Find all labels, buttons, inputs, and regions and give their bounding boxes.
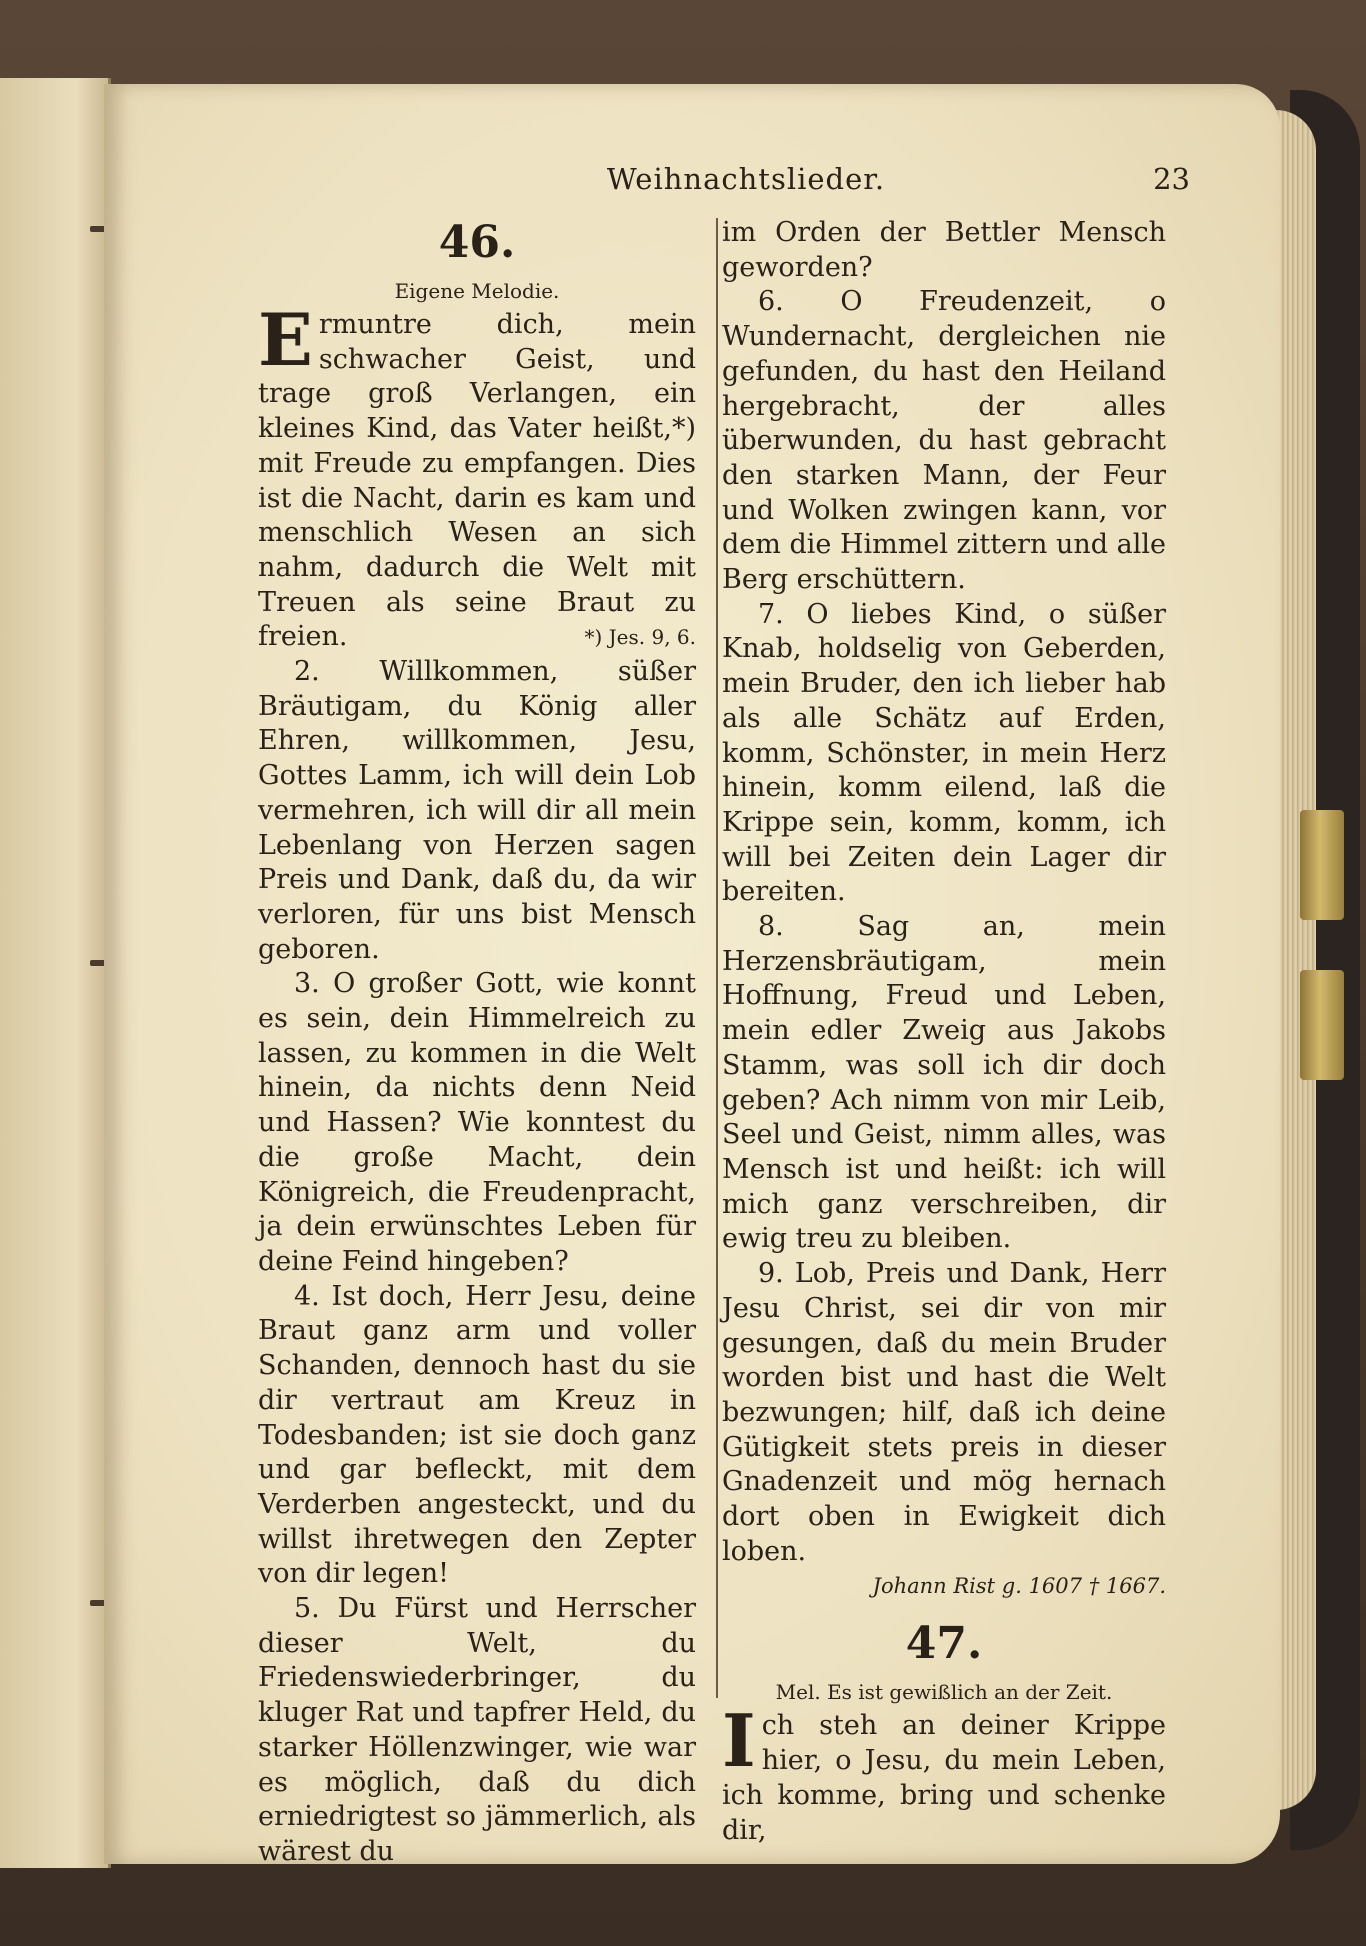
brass-clasp [1300,810,1344,920]
stanza-4: 4. Ist doch, Herr Jesu, deine Braut ganz arm und voller Schanden, dennoch hast du sie dir vertraut am Kreuz in Todesbanden; ist sie doch ganz und gar befleckt, mit dem Verderben angesteckt, und du willst ihretwegen den Zepter von dir legen! [258,1280,696,1590]
stanza-5: 5. Du Fürst und Herrscher dieser Welt, du Friedenswiederbringer, du kluger Rat und tapfrer Held, du starker Höllenzwinger, wie war es möglich, daß du dich erniedrigtest so jämmerlich, als wärest du [258,1593,696,1867]
spacer [722,1603,1166,1617]
stanza-text: ch steh an deiner Krippe hier, o Jesu, du mein Leben, ich komme, bring und schenke dir, [722,1710,1166,1846]
column-divider [716,218,718,1698]
running-head: Weihnachtslieder. [606,162,886,196]
drop-cap: I [722,1698,756,1784]
drop-cap: E [258,297,313,382]
stanza-text: rmuntre dich, mein schwacher Geist, und trage groß Verlangen, ein kleines Kind, das Vater heißt,*) mit Freude zu empfangen. Dies ist die Nacht, darin es kam und menschlich Wesen an sich nahm, dadurch die Welt mit Treuen als seine Braut zu freien. [258,309,696,653]
footnote: *) Jes. 9, 6. [584,625,696,650]
melody-note: Eigene Melodie. [394,279,560,303]
author-attribution: Johann Rist g. 1607 † 1667. [872,1574,1166,1599]
stanza-9: 9. Lob, Preis und Dank, Herr Jesu Christ, sei dir von mir gesungen, daß du mein Bruder worden bist und hast die Welt bezwungen; hilf, daß ich deine Gütigkeit stets preis in dieser Gnadenzeit und mög hernach dort oben in Ewigkeit dich loben. [722,1258,1166,1567]
page-number: 23 [1153,162,1190,196]
hymn-number: 47. [905,1618,983,1670]
hymn-number: 46. [438,217,516,268]
right-column [722,216,1166,1848]
stanza-7: 7. O liebes Kind, o süßer Knab, holdselig von Geberden, mein Bruder, den ich lieber hab als alle Schätz auf Erden, komm, Schönster, in mein Herz hinein, komm eilend, laß die Krippe sein, komm, komm, ich will bei Zeiten dein Lager dir bereiten. [722,598,1166,908]
stanza-6: 6. O Freudenzeit, o Wundernacht, dergleichen nie gefunden, du hast den Heiland hergebracht, der alles überwunden, du hast gebracht den starken Mann, der Feur und Wolken zwingen kann, vor dem die Himmel zittern und alle Berg erschüttern. [722,286,1166,596]
stanza-3: 3. O großer Gott, wie konnt es sein, dein Himmelreich zu lassen, zu kommen in die Welt hinein, da nichts denn Neid und Hassen? Wie konntest du die große Macht, dein Königreich, die Freudenpracht, ja dein erwünschtes Leben für deine Feind hingeben? [258,968,696,1277]
stanza-8: 8. Sag an, mein Herzensbräutigam, mein Hoffnung, Freud und Leben, mein edler Zweig aus Jakobs Stamm, was soll ich dir doch geben? Ach nimm von mir Leib, Seel und Geist, nimm alles, was Mensch ist und heißt: ich will mich ganz verschreiben, dir ewig treu zu bleiben. [722,911,1166,1255]
stanza-5-continued: im Orden der Bettler Mensch geworden? [722,217,1166,283]
stanza-1 [722,1698,1166,1848]
brass-clasp [1300,970,1344,1080]
left-column [258,216,696,1870]
stanza-2: 2. Willkommen, süßer Bräutigam, du König aller Ehren, willkommen, Jesu, Gottes Lamm, ich will dein Lob vermehren, ich will dir all mein Lebenlang von Herzen sagen Preis und Dank, daß du, da wir verloren, für uns bist Mensch geboren. [258,656,696,965]
melody-note: Mel. Es ist gewißlich an der Zeit. [775,1680,1113,1705]
stanza-1 [258,297,696,655]
